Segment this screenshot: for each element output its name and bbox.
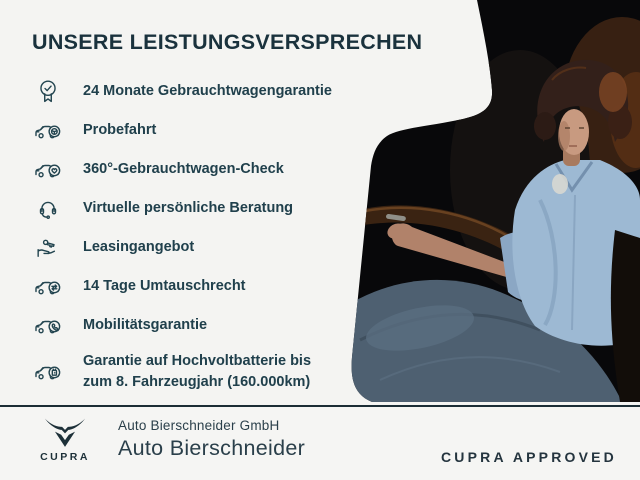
car-heart-icon <box>33 155 63 185</box>
promise-item <box>33 150 393 189</box>
promise-label-line2: zum 8. Fahrzeugjahr (160.000km) <box>83 374 311 390</box>
award-check-icon <box>33 77 63 107</box>
dealer-name: Auto Bierschneider <box>118 436 306 460</box>
cupra-logo <box>34 417 96 463</box>
cupra-wordmark: CUPRA <box>40 451 90 463</box>
promise-list <box>33 72 393 396</box>
promise-label-line1: Garantie auf Hochvoltbatterie bis <box>83 352 312 369</box>
promise-item <box>33 189 393 228</box>
promise-item <box>33 228 393 267</box>
promise-item <box>33 111 393 150</box>
promise-item <box>33 306 393 345</box>
promise-label: 24 Monate Gebrauchtwagengarantie <box>83 82 332 99</box>
promise-label: Leasingangebot <box>83 238 195 255</box>
car-exchange-icon <box>33 272 63 302</box>
promise-item <box>33 267 393 306</box>
car-phone-icon <box>33 311 63 341</box>
dealer-info <box>118 418 305 461</box>
promise-label: Probefahrt <box>83 121 157 138</box>
page-title: UNSERE LEISTUNGSVERSPRECHEN <box>32 30 423 54</box>
car-steering-wheel-icon <box>33 116 63 146</box>
dealer-company: Auto Bierschneider GmbH <box>118 418 280 433</box>
promise-label <box>83 351 311 394</box>
promise-item <box>33 72 393 111</box>
cupra-approved-label: CUPRA APPROVED <box>440 449 617 465</box>
car-battery-icon <box>33 357 63 387</box>
promise-label: Mobilitätsgarantie <box>83 316 208 333</box>
footer <box>0 407 640 480</box>
promise-item <box>33 348 393 396</box>
cupra-emblem-icon <box>42 417 88 449</box>
promise-label: 14 Tage Umtauschrecht <box>83 277 246 294</box>
promise-label: 360°-Gebrauchtwagen-Check <box>83 160 284 177</box>
promise-label: Virtuelle persönliche Beratung <box>83 199 294 216</box>
headset-icon <box>33 194 63 224</box>
hand-key-icon <box>33 233 63 263</box>
